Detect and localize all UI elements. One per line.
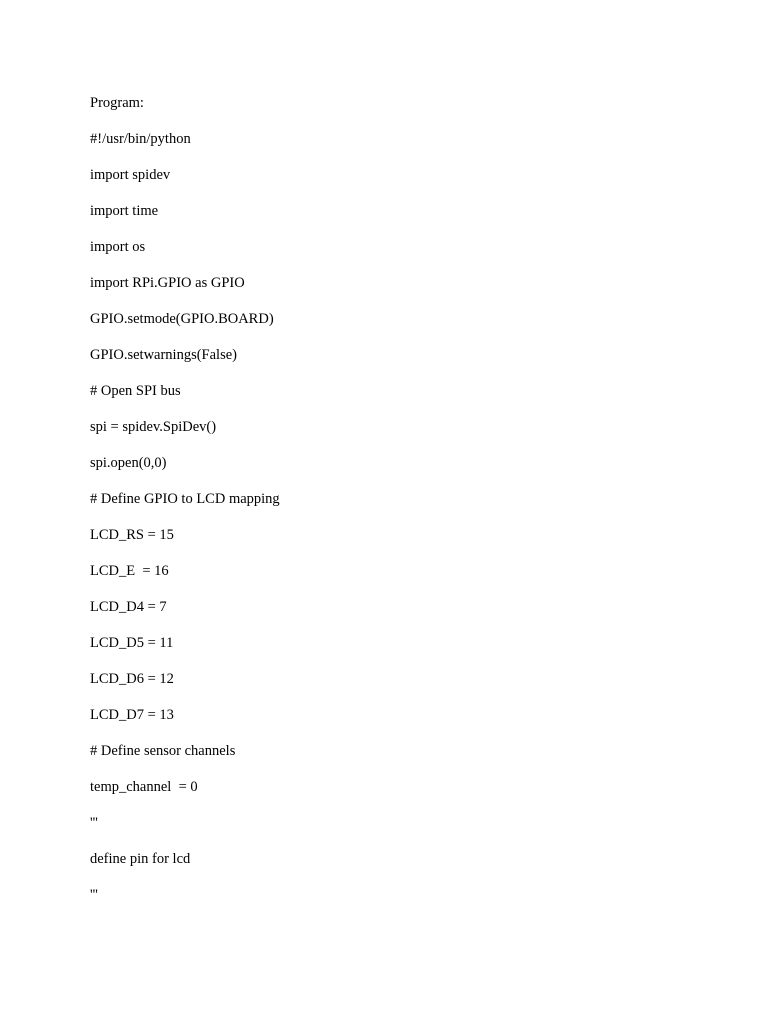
- code-line: temp_channel = 0: [90, 779, 198, 795]
- docstring-delimiter: ''': [90, 887, 98, 903]
- code-line: LCD_RS = 15: [90, 527, 174, 543]
- code-line: import os: [90, 239, 146, 255]
- code-line: LCD_D7 = 13: [90, 707, 174, 723]
- code-line: LCD_D4 = 7: [90, 599, 167, 615]
- code-line: #!/usr/bin/python: [90, 131, 191, 147]
- code-line: spi = spidev.SpiDev(): [90, 419, 217, 435]
- code-line: import spidev: [90, 167, 171, 183]
- code-comment: # Define GPIO to LCD mapping: [90, 491, 280, 507]
- code-line: spi.open(0,0): [90, 455, 167, 471]
- code-comment: # Define sensor channels: [90, 743, 236, 759]
- code-comment: # Open SPI bus: [90, 383, 181, 399]
- code-line: GPIO.setwarnings(False): [90, 347, 237, 363]
- docstring-delimiter: ''': [90, 815, 98, 831]
- code-line: import time: [90, 203, 159, 219]
- program-listing: [90, 92, 710, 920]
- docstring-text: define pin for lcd: [90, 851, 191, 867]
- code-line: LCD_D6 = 12: [90, 671, 174, 687]
- code-line: LCD_D5 = 11: [90, 635, 174, 651]
- code-line: GPIO.setmode(GPIO.BOARD): [90, 311, 274, 327]
- code-line: LCD_E = 16: [90, 563, 169, 579]
- program-heading: Program:: [90, 95, 144, 111]
- code-line: import RPi.GPIO as GPIO: [90, 275, 245, 291]
